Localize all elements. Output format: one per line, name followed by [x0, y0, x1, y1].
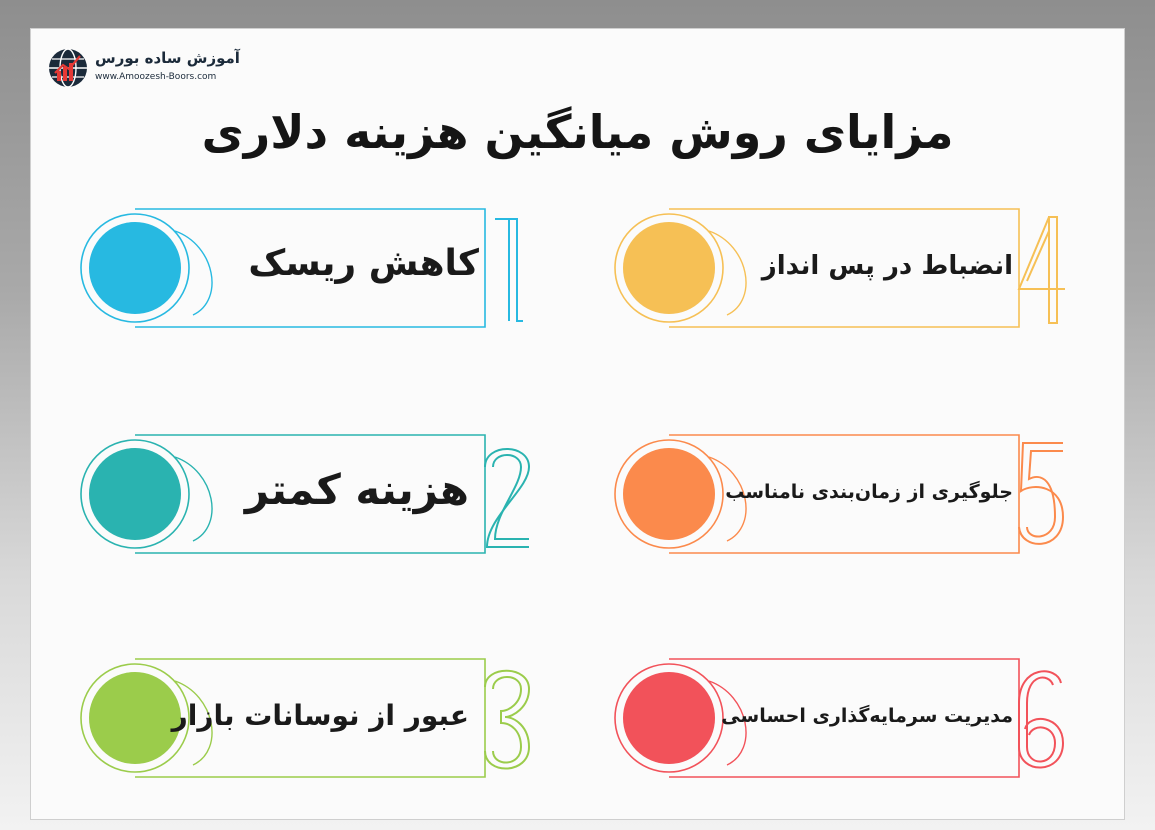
item-label: عبور از نوسانات بازار — [171, 699, 469, 732]
color-circle — [89, 222, 181, 314]
number-2-glyph — [479, 439, 535, 553]
item-label: انضباط در پس انداز — [761, 251, 1013, 281]
benefit-item-1 — [75, 205, 535, 333]
logo-url: www.Amoozesh-Boors.com — [95, 72, 217, 82]
color-circle — [623, 672, 715, 764]
item-label: جلوگیری از زمان‌بندی نامناسب — [725, 481, 1013, 503]
site-logo[interactable] — [47, 47, 247, 95]
number-3-glyph — [479, 663, 535, 777]
benefit-item-6 — [609, 655, 1069, 783]
item-label: کاهش ریسک — [248, 243, 479, 284]
number-5-glyph — [1013, 439, 1069, 553]
benefit-item-4 — [609, 205, 1069, 333]
globe-chart-icon — [47, 47, 89, 89]
color-circle — [623, 448, 715, 540]
color-circle — [89, 672, 181, 764]
logo-name: آموزش ساده بورس — [95, 49, 240, 67]
number-4-glyph — [1013, 213, 1069, 327]
benefit-item-2 — [75, 431, 535, 559]
number-1-glyph — [487, 213, 535, 327]
number-6-glyph — [1013, 663, 1069, 777]
item-label: مدیریت سرمایه‌گذاری احساسی — [721, 705, 1013, 727]
color-circle — [623, 222, 715, 314]
color-circle — [89, 448, 181, 540]
benefit-item-3 — [75, 655, 535, 783]
benefit-item-5 — [609, 431, 1069, 559]
page-title: مزایای روش میانگین هزینه دلاری — [201, 105, 954, 159]
infographic-card — [30, 28, 1125, 820]
item-label: هزینه کمتر — [244, 465, 469, 514]
